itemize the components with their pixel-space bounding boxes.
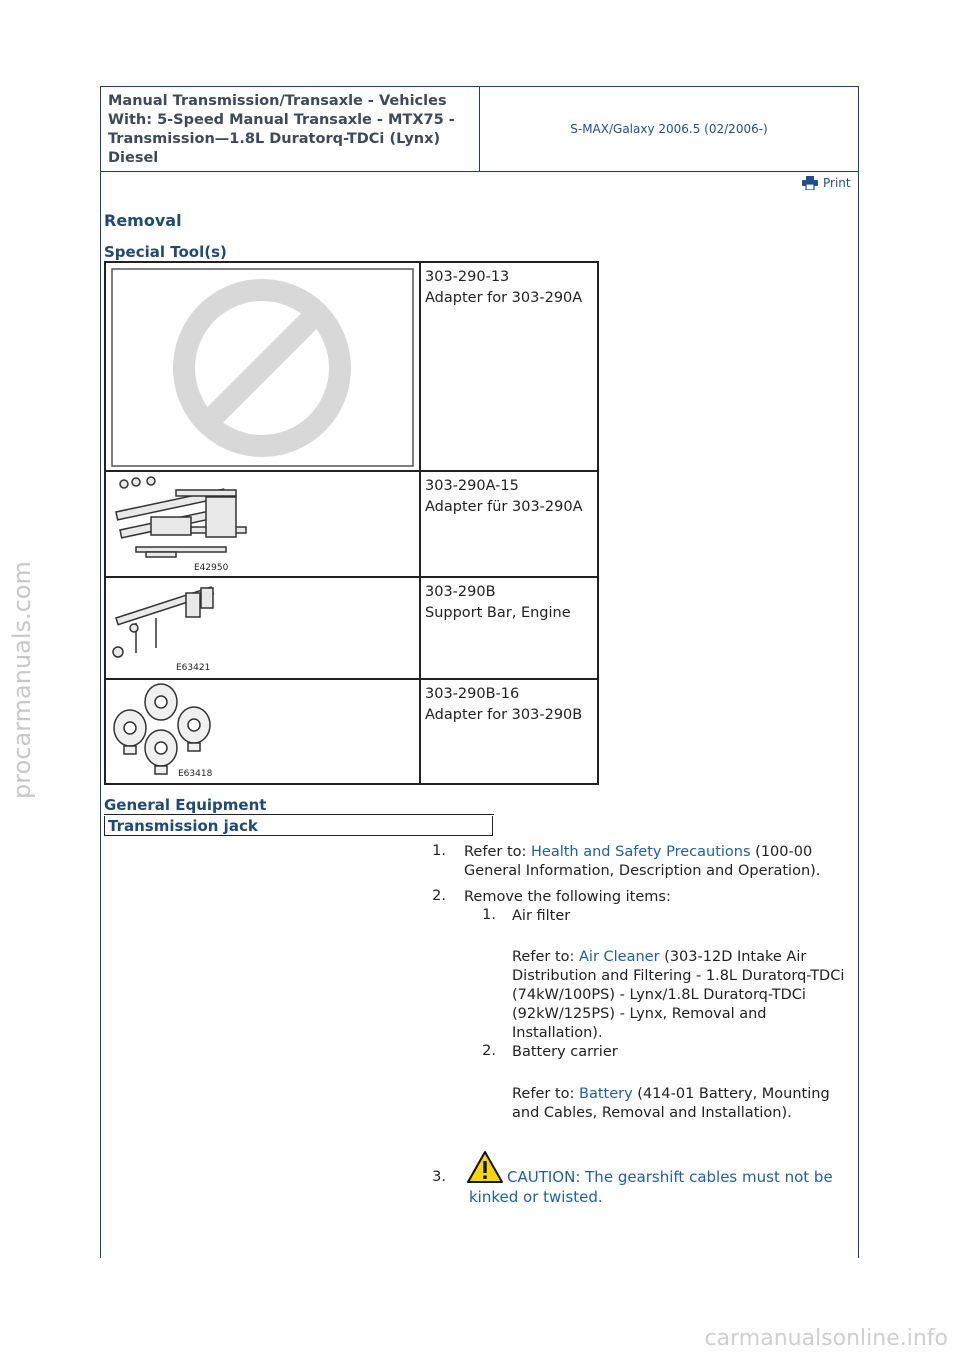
tool-text <box>425 582 597 624</box>
step-2-text: Remove the following items: <box>464 889 671 905</box>
special-tools-title: Special Tool(s) <box>104 243 227 261</box>
tool-text <box>425 267 597 309</box>
air-cleaner-link[interactable]: Air Cleaner <box>579 949 660 965</box>
special-tools-table <box>104 261 599 785</box>
print-label: Print <box>823 176 851 190</box>
tool-text <box>425 684 597 726</box>
health-safety-link[interactable]: Health and Safety Precautions <box>531 844 751 860</box>
tool-code: 303-290-13 <box>425 269 510 285</box>
tool-image-cell <box>106 578 421 678</box>
tool-name: Adapter for 303-290A <box>425 290 583 306</box>
side-watermark: procarmanuals.com <box>8 561 36 799</box>
substep-number: 1. <box>482 907 496 923</box>
tool-image-cell <box>106 680 421 783</box>
battery-link[interactable]: Battery <box>579 1086 633 1102</box>
step-number: 2. <box>432 888 446 904</box>
general-equipment-rule <box>104 814 494 815</box>
tool-code: 303-290A-15 <box>425 478 519 494</box>
tool-code: 303-290B <box>425 584 496 600</box>
page-title: Manual Transmission/Transaxle - Vehicles With: 5-Speed Manual Transaxle - MTX75 - Transmission—1.8L Duratorq-TDCi (Lynx) Diesel <box>108 93 455 166</box>
footer-watermark: carmanualsonline.info <box>704 1326 948 1351</box>
general-equipment-title: General Equipment <box>104 796 267 814</box>
adapter-kit-image <box>106 472 419 576</box>
tool-image-label: E63421 <box>176 663 211 673</box>
step-1-text: Refer to: Health and Safety Precautions (100-00 General Information, Description and Operation). <box>464 844 821 879</box>
tool-image-cell <box>106 472 421 576</box>
tool-name: Support Bar, Engine <box>425 605 571 621</box>
tool-row <box>106 578 597 680</box>
no-image-placeholder <box>106 263 419 470</box>
substep-2-text: Battery carrier <box>512 1044 618 1060</box>
tool-code: 303-290B-16 <box>425 686 520 702</box>
substep-1-text: Air filter <box>512 908 571 924</box>
step-number: 3. <box>432 1169 446 1185</box>
eye-bolt-adapter-image <box>106 680 419 781</box>
tool-image-label: E63418 <box>178 769 213 779</box>
frame-right-border <box>858 86 859 1258</box>
vehicle-model: S-MAX/Galaxy 2006.5 (02/2006-) <box>570 122 768 136</box>
tool-row <box>106 680 597 783</box>
section-title: Removal <box>104 211 182 230</box>
engine-support-bar-image <box>106 578 419 678</box>
caution-text: CAUTION: The gearshift cables must not be kinked or twisted. <box>469 1168 833 1206</box>
tool-image-cell <box>106 263 421 470</box>
printer-icon <box>802 176 818 190</box>
substep-1-reference: Refer to: Air Cleaner (303-12D Intake Air Distribution and Filtering - 1.8L Duratorq-TDCi (74kW/100PS) - Lynx/1.8L Duratorq-TDCi (92kW/125PS) - Lynx, Removal and Installation). <box>512 949 845 1041</box>
tool-image-label: E42950 <box>194 563 229 573</box>
tool-name: Adapter for 303-290B <box>425 707 583 723</box>
print-button[interactable] <box>802 176 851 190</box>
tool-text <box>425 476 597 518</box>
general-equipment-item: Transmission jack <box>108 817 258 835</box>
frame-left-border <box>100 86 101 1258</box>
tool-name: Adapter für 303-290A <box>425 499 583 515</box>
tool-row <box>106 263 597 472</box>
tool-row <box>106 472 597 578</box>
header-divider <box>479 86 480 172</box>
step-number: 1. <box>432 843 446 859</box>
substep-2-reference: Refer to: Battery (414-01 Battery, Mounting and Cables, Removal and Installation). <box>512 1086 830 1121</box>
substep-number: 2. <box>482 1043 496 1059</box>
